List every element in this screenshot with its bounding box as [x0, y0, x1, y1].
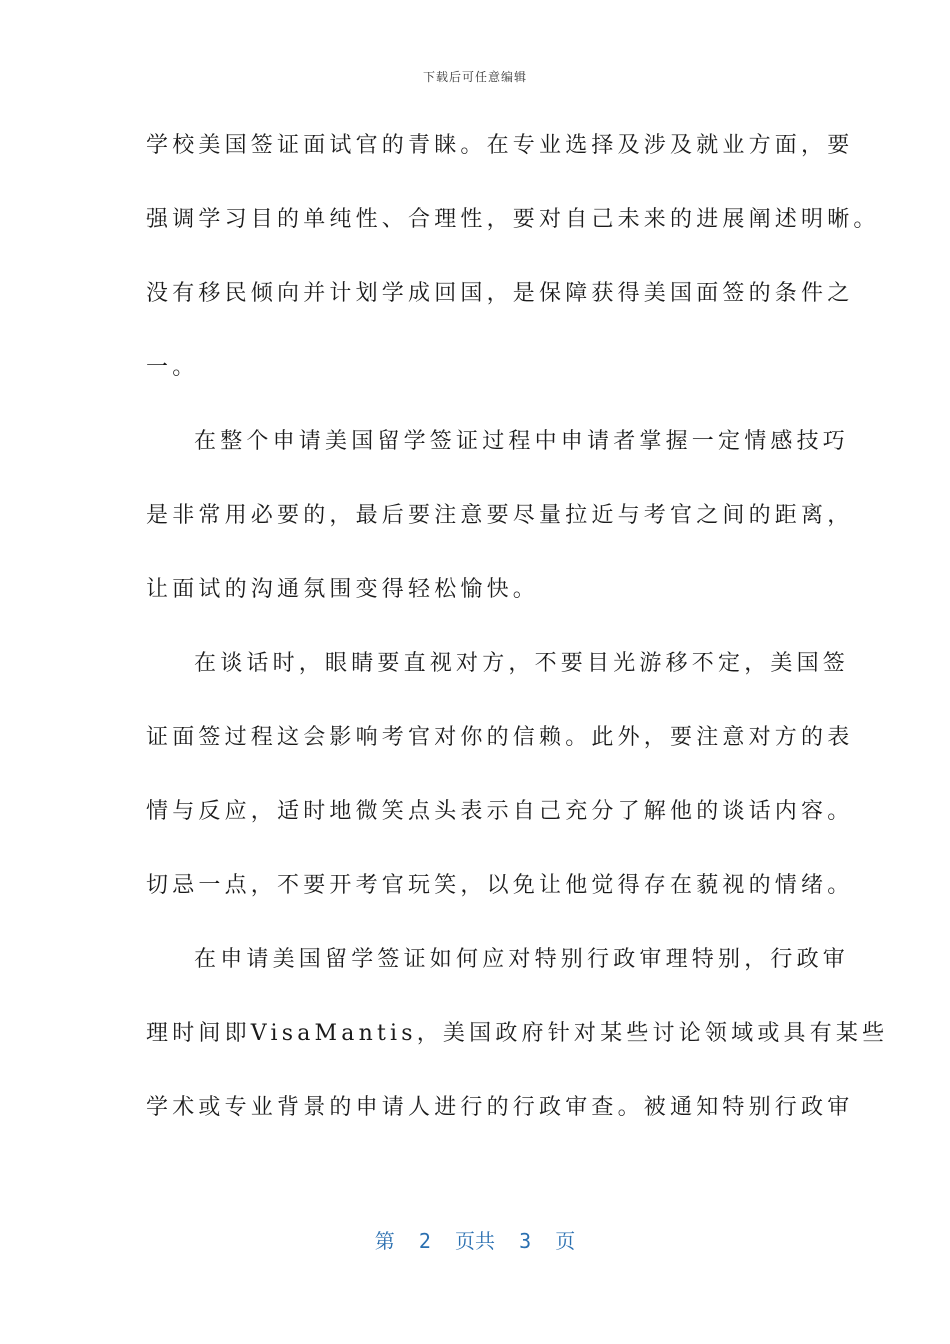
text-line: 是非常用必要的，最后要注意要尽量拉近与考官之间的距离， [146, 503, 854, 528]
document-body [146, 122, 889, 1158]
page-number-footer: 第 2 页共 3 页 [374, 1229, 576, 1253]
text-line: 一。 [146, 355, 199, 380]
text-line: 情与反应，适时地微笑点头表示自己充分了解他的谈话内容。 [146, 799, 854, 824]
text-line: 学校美国签证面试官的青睐。在专业选择及涉及就业方面，要 [146, 133, 854, 158]
paragraph-first-line: 在整个申请美国留学签证过程中申请者掌握一定情感技巧 [194, 429, 850, 454]
text-line: 理时间即VisaMantis，美国政府针对某些讨论领域或具有某些 [146, 1021, 889, 1046]
text-line: 让面试的沟通氛围变得轻松愉快。 [146, 577, 540, 602]
page-header: 下载后可任意编辑 [422, 70, 527, 84]
text-line: 切忌一点，不要开考官玩笑，以免让他觉得存在藐视的情绪。 [146, 873, 854, 898]
text-line: 没有移民倾向并计划学成回国，是保障获得美国面签的条件之 [146, 281, 854, 306]
text-line: 强调学习目的单纯性、合理性，要对自己未来的进展阐述明晰。 [146, 207, 880, 232]
paragraph-first-line: 在申请美国留学签证如何应对特别行政审理特别，行政审 [194, 947, 850, 972]
text-line: 证面签过程这会影响考官对你的信赖。此外，要注意对方的表 [146, 725, 854, 750]
paragraph-first-line: 在谈话时，眼睛要直视对方，不要目光游移不定，美国签 [194, 651, 850, 676]
text-line: 学术或专业背景的申请人进行的行政审查。被通知特别行政审 [146, 1095, 854, 1120]
